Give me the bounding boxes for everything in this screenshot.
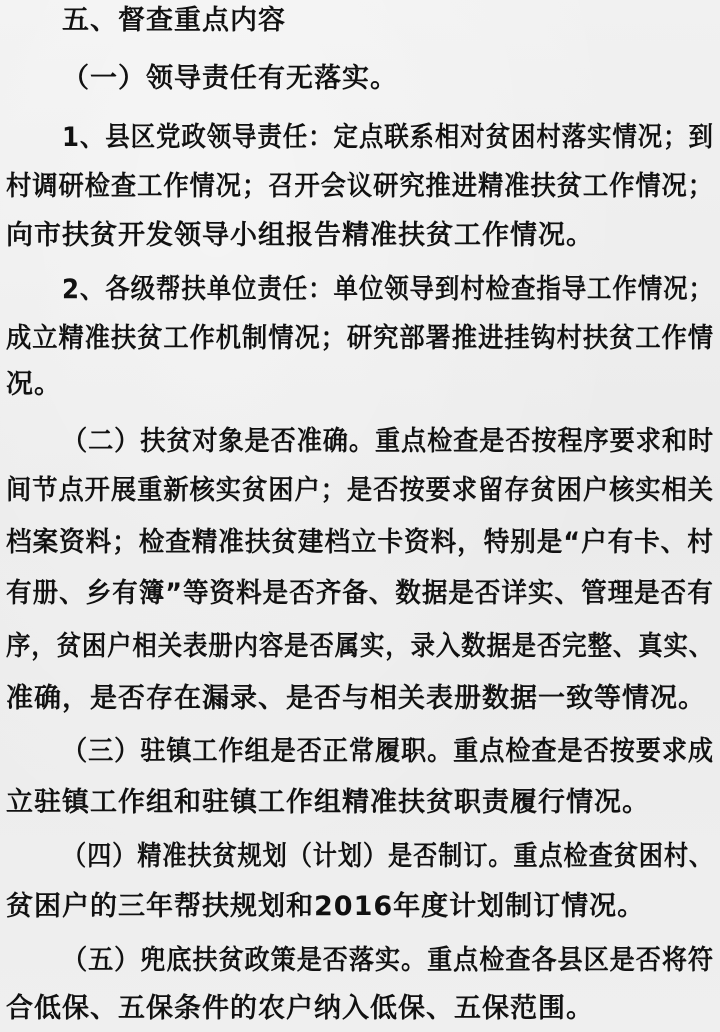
- text-line: 档案资料；检查精准扶贫建档立卡资料，特别是“户有卡、村: [6, 527, 714, 558]
- text-line: （三）驻镇工作组是否正常履职。重点检查是否按要求成: [62, 736, 714, 767]
- text-line: 2、各级帮扶单位责任：单位领导到村检查指导工作情况；: [62, 274, 714, 305]
- text-line: 序，贫困户相关表册内容是否属实，录入数据是否完整、真实、: [6, 631, 715, 662]
- text-line: 合低保、五保条件的农户纳入低保、五保范围。: [6, 993, 594, 1024]
- text-line: （一）领导责任有无落实。: [62, 63, 398, 94]
- text-line: 成立精准扶贫工作机制情况；研究部署推进挂钩村扶贫工作情: [6, 323, 714, 354]
- text-line: （五）兜底扶贫政策是否落实。重点检查各县区是否将符: [62, 945, 714, 976]
- text-line: 1、县区党政领导责任：定点联系相对贫困村落实情况；到: [62, 122, 714, 153]
- text-line: 间节点开展重新核实贫困户；是否按要求留存贫困户核实相关: [6, 475, 714, 506]
- text-line: （四）精准扶贫规划（计划）是否制订。重点检查贫困村、: [62, 841, 714, 872]
- show-through-texture: [560, 18, 710, 44]
- text-line: （二）扶贫对象是否准确。重点检查是否按程序要求和时: [62, 426, 714, 457]
- text-line: 况。: [6, 369, 62, 400]
- text-line: 村调研检查工作情况；召开会议研究推进精准扶贫工作情况；: [6, 171, 714, 202]
- text-line: 准确，是否存在漏录、是否与相关表册数据一致等情况。: [6, 683, 706, 714]
- text-line: 有册、乡有簿”等资料是否齐备、数据是否详实、管理是否有: [6, 578, 714, 609]
- text-line: 立驻镇工作组和驻镇工作组精准扶贫职责履行情况。: [6, 787, 650, 818]
- text-line: 向市扶贫开发领导小组报告精准扶贫工作情况。: [6, 220, 594, 251]
- section-title: 五、督查重点内容: [62, 5, 286, 36]
- text-line: 贫困户的三年帮扶规划和2016年度计划制订情况。: [6, 891, 646, 922]
